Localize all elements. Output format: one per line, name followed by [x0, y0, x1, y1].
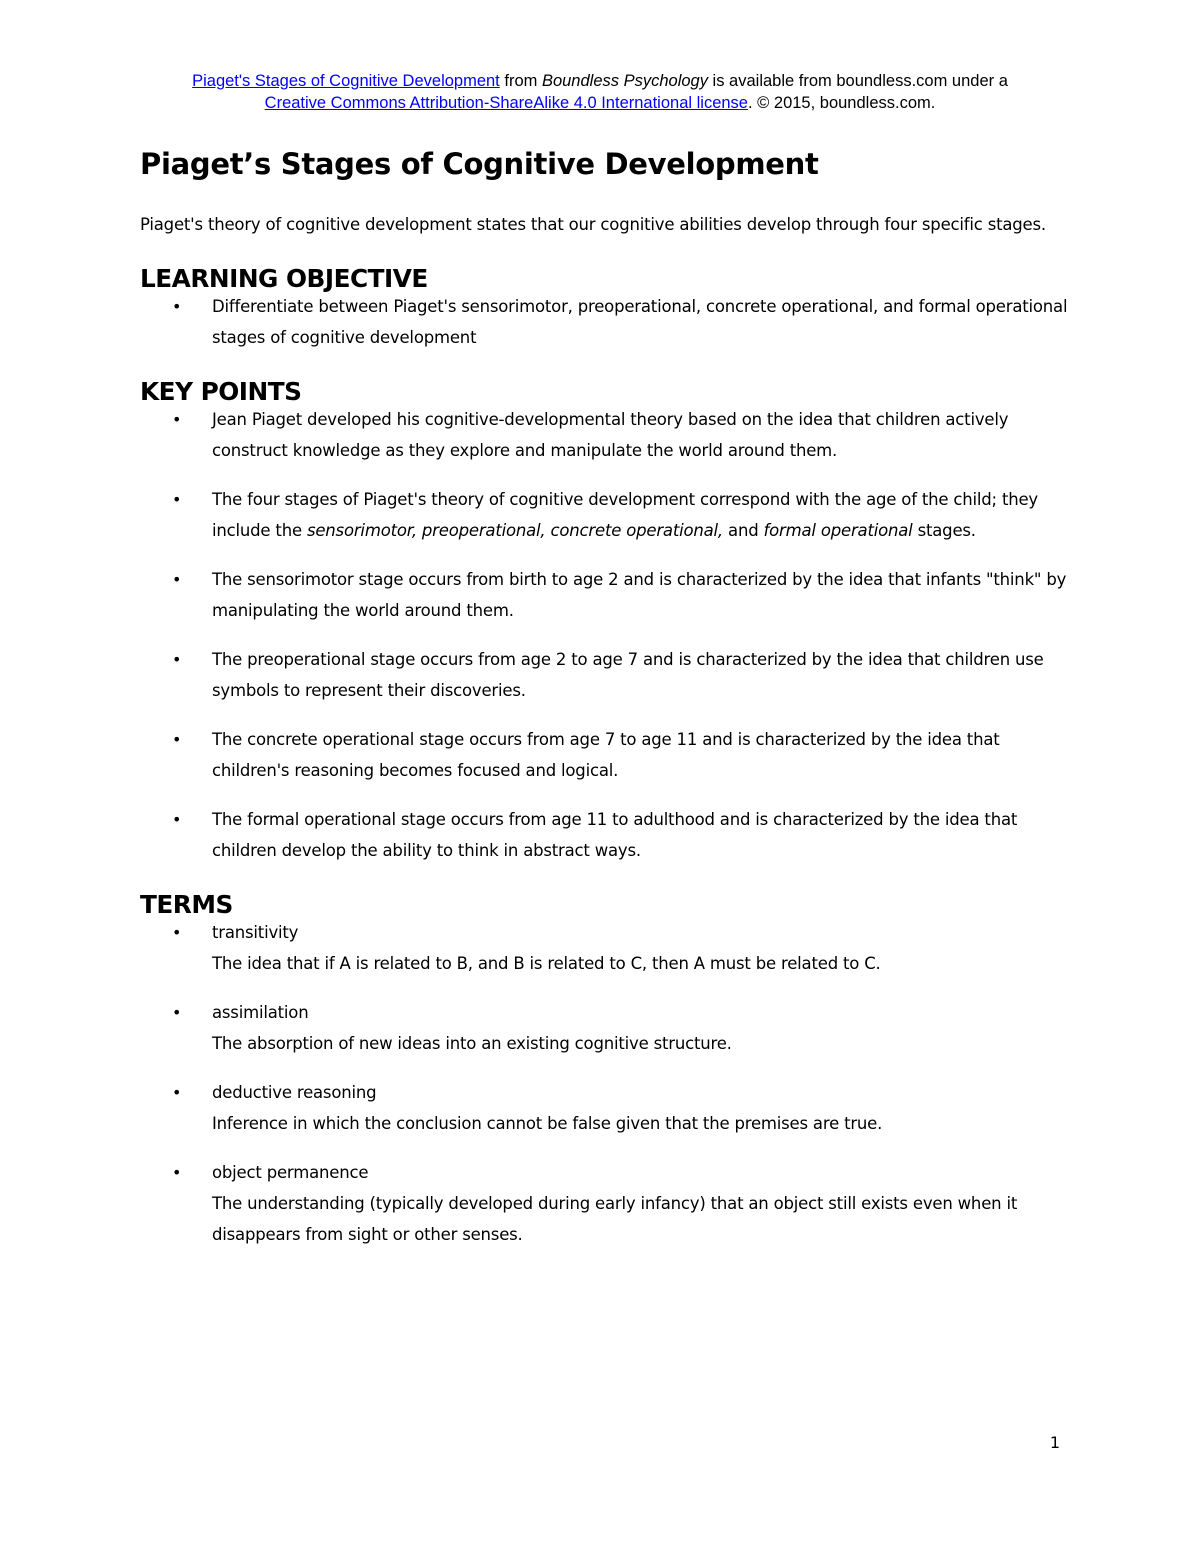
list-item [140, 997, 1070, 1059]
bullet-icon: • [172, 1083, 182, 1102]
key-point-text: The concrete operational stage occurs from age 7 to age 11 and is characterized by the idea that children's reasoning becomes focused and logical. [212, 730, 1000, 780]
bullet-icon: • [172, 490, 182, 509]
key-point-text-part: and [722, 521, 764, 540]
bullet-icon: • [172, 1003, 182, 1022]
bullet-icon: • [172, 730, 182, 749]
copyright-text: . © 2015, boundless.com. [747, 94, 936, 112]
bullet-icon: • [172, 650, 182, 669]
key-point-text-part: The four stages of Piaget's theory of cognitive development correspond with the age of the child; they include the [212, 490, 1038, 540]
term-definition: Inference in which the conclusion cannot be false given that the premises are true. [212, 1114, 883, 1133]
document-body [140, 142, 1070, 1250]
term-name: object permanence [212, 1163, 369, 1182]
key-points-list [140, 404, 1070, 866]
attribution-from-text: from [499, 72, 542, 90]
list-item [140, 1077, 1070, 1139]
list-item [140, 404, 1070, 466]
term-definition: The understanding (typically developed during early infancy) that an object still exists even when it disappears from sight or other senses. [212, 1194, 1018, 1244]
terms-list [140, 917, 1070, 1250]
bullet-icon: • [172, 923, 182, 942]
bullet-icon: • [172, 570, 182, 589]
term-definition: The absorption of new ideas into an existing cognitive structure. [212, 1034, 732, 1053]
source-title: Boundless Psychology [541, 72, 708, 90]
list-item [140, 724, 1070, 786]
objective-text: Differentiate between Piaget's sensorimotor, preoperational, concrete operational, and formal operational stages of cognitive development [212, 297, 1068, 347]
intro-paragraph: Piaget's theory of cognitive development states that our cognitive abilities develop through four specific stages. [140, 215, 1046, 234]
key-point-text: The formal operational stage occurs from age 11 to adulthood and is characterized by the idea that children develop the ability to think in abstract ways. [212, 810, 1018, 860]
key-point-text: The preoperational stage occurs from age 2 to age 7 and is characterized by the idea that children use symbols to represent their discoveries. [212, 650, 1044, 700]
page-number: 1 [1049, 1433, 1060, 1452]
key-point-text: The sensorimotor stage occurs from birth to age 2 and is characterized by the idea that infants "think" by manipulating the world around them. [212, 570, 1067, 620]
learning-objective-heading: LEARNING OBJECTIVE [140, 264, 428, 293]
term-name: assimilation [212, 1003, 309, 1022]
bullet-icon: • [172, 810, 182, 829]
list-item [140, 804, 1070, 866]
list-item [140, 917, 1070, 979]
key-point-text [212, 490, 1038, 540]
attribution-available-text: is available from boundless.com under a [707, 72, 1008, 90]
page-title: Piaget’s Stages of Cognitive Development [140, 147, 819, 181]
list-item [140, 644, 1070, 706]
key-points-heading: KEY POINTS [140, 377, 302, 406]
key-point-text: Jean Piaget developed his cognitive-developmental theory based on the idea that children actively construct knowledge as they explore and manipulate the world around them. [212, 410, 1009, 460]
bullet-icon: • [172, 1163, 182, 1182]
term-name: transitivity [212, 923, 299, 942]
list-item [140, 1157, 1070, 1250]
terms-heading: TERMS [140, 890, 233, 919]
formal-stage-italic: formal operational [763, 521, 913, 540]
bullet-icon: • [172, 297, 182, 316]
term-name: deductive reasoning [212, 1083, 377, 1102]
list-item [140, 291, 1070, 353]
license-link[interactable]: Creative Commons Attribution-ShareAlike 4.0 International license [264, 94, 748, 112]
key-point-text-part: stages. [912, 521, 976, 540]
attribution-header [100, 70, 1100, 114]
list-item [140, 484, 1070, 546]
learning-objective-list [140, 291, 1070, 353]
stage-names-italic: sensorimotor, preoperational, concrete operational, [306, 521, 723, 540]
bullet-icon: • [172, 410, 182, 429]
article-source-link[interactable]: Piaget's Stages of Cognitive Development [192, 72, 500, 90]
term-definition: The idea that if A is related to B, and B is related to C, then A must be related to C. [212, 954, 881, 973]
list-item [140, 564, 1070, 626]
